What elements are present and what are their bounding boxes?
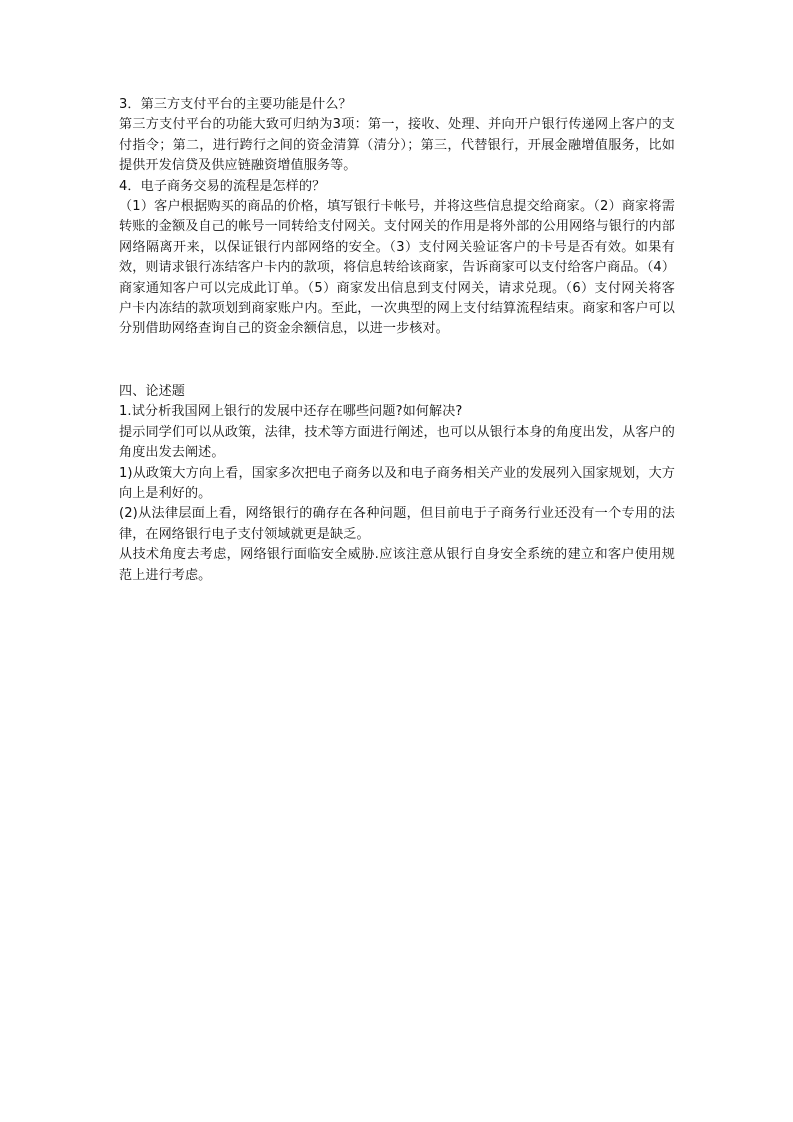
section-4-heading: 四、论述题 (119, 383, 185, 399)
question-4-answer: （1）客户根据购买的商品的价格，填写银行卡帐号，并将这些信息提交给商家。（2）商家将需转账的金额及自己的帐号一同转给支付网关。支付网关的作用是将外部的公用网络与银行的内部网络隔离开来，以保证银行内部网络的安全。（3）支付网关验证客户的卡号是否有效。如果有效，则请求银行冻结客户卡内的款项，将信息转给该商家，告诉商家可以支付给客户商品。（4）商家通知客户可以完成此订单。（5）商家发出信息到支付网关，请求兑现。（6）支付网关将客户卡内冻结的款项划到商家账户内。至此，一次典型的网上支付结算流程结束。商家和客户可以分别借助网络查询自己的资金余额信息，以进一步核对。 (119, 199, 676, 337)
question-4-heading: 4．电子商务交易的流程是怎样的？ (119, 178, 326, 194)
essay-point-3: 从技术角度去考虑，网络银行面临安全威胁.应该注意从银行自身安全系统的建立和客户使用规范上进行考虑。 (119, 547, 675, 583)
essay-question: 1.试分析我国网上银行的发展中还存在哪些问题?如何解决? (119, 404, 463, 420)
question-3-answer: 第三方支付平台的功能大致可归纳为3项：第一，接收、处理、并向开户银行传递网上客户的支付指令；第二，进行跨行之间的资金清算（清分）；第三，代替银行，开展金融增值服务，比如提供开发信贷及供应链融资增值服务等。 (119, 117, 675, 174)
section-spacer (119, 340, 675, 382)
question-3-heading: 3．第三方支付平台的主要功能是什么？ (119, 97, 352, 112)
essay-hint: 提示同学们可以从政策，法律，技术等方面进行阐述，也可以从银行本身的角度出发，从客户的角度出发去阐述。 (119, 424, 675, 461)
essay-point-1: 1)从政策大方向上看，国家多次把电子商务以及和电子商务相关产业的发展列入国家规划，大方向上是利好的。 (119, 465, 675, 501)
document-body (119, 95, 675, 586)
essay-point-2: (2)从法律层面上看，网络银行的确存在各种问题，但目前电于子商务行业还没有一个专用的法律，在网络银行电子支付领域就更是缺乏。 (119, 506, 675, 542)
